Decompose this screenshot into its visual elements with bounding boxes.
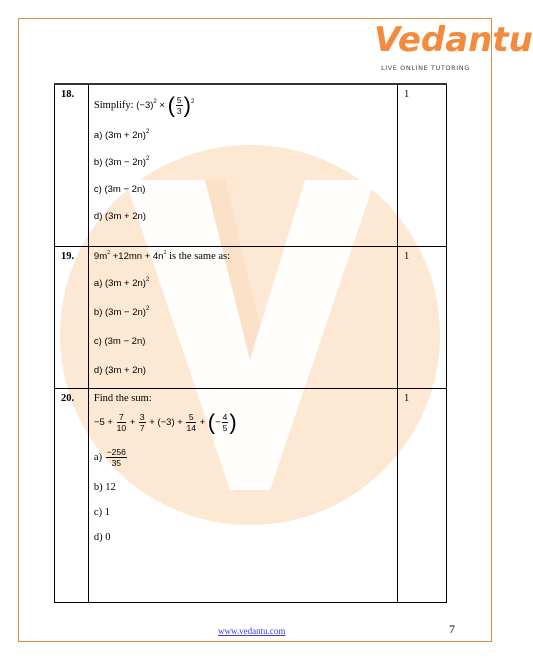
math-expression: $(-3)^2$ × ( $\frac{5}{3}$ )$^2$: [136, 92, 195, 118]
vedantu-website-link[interactable]: www.vedantu.com: [218, 626, 286, 636]
question-prompt: Simplify:: [93, 100, 134, 112]
question-row-20: [55, 388, 447, 602]
fraction: $\frac{5}{3}$: [176, 95, 182, 116]
question-body: [88, 388, 397, 602]
question-row-19: [55, 246, 447, 388]
logo-tagline: LIVE ONLINE TUTORING: [381, 64, 470, 72]
question-number: 18.: [55, 84, 89, 246]
option-b: b) 12: [93, 481, 116, 493]
option-b: b) $(3m - 2n)^2$: [93, 305, 150, 318]
question-body: [88, 246, 397, 388]
question-prompt-line: [93, 92, 397, 118]
question-prompt-line: $9m^2 +12mn + 4n^2$ is the same as:: [93, 249, 231, 262]
question-marks: 1: [398, 246, 447, 388]
option-c: c) (3m − 2n): [93, 335, 146, 347]
question-prompt: is the same as:: [169, 250, 231, 262]
option-d: d) (3m + 2n): [93, 364, 146, 376]
option-a: a) $(3m + 2n)^2$: [93, 276, 150, 289]
question-number: 19.: [55, 246, 89, 388]
question-marks: 1: [398, 84, 447, 246]
question-prompt: Find the sum:: [93, 392, 152, 404]
question-number: 20.: [55, 388, 89, 602]
page-number: 7: [449, 622, 455, 636]
option-a: a) $\frac{-256}{35}$: [93, 446, 126, 468]
option-c: c) (3m − 2n): [93, 184, 146, 195]
question-table: [54, 83, 447, 603]
option-d: d) (3m + 2n): [93, 211, 146, 222]
option-d: d) 0: [93, 531, 111, 543]
question-marks: 1: [398, 388, 447, 602]
option-b: b) $(3m - 2n)^2$: [93, 156, 150, 168]
option-c: c) 1: [93, 506, 110, 518]
question-row-18: [55, 84, 447, 246]
question-body: [88, 84, 397, 246]
option-a: a) $(3m + 2n)^2$: [93, 129, 150, 141]
logo-wordmark: Vedantu: [374, 20, 533, 60]
vedantu-logo: [0, 0, 533, 80]
sum-expression: −5 + $\frac{7}{10}$ + $\frac{3}{7}$ + (−3) + $\frac{5}{14}$ + (− $\frac{4}{5}$ ): [93, 409, 237, 434]
